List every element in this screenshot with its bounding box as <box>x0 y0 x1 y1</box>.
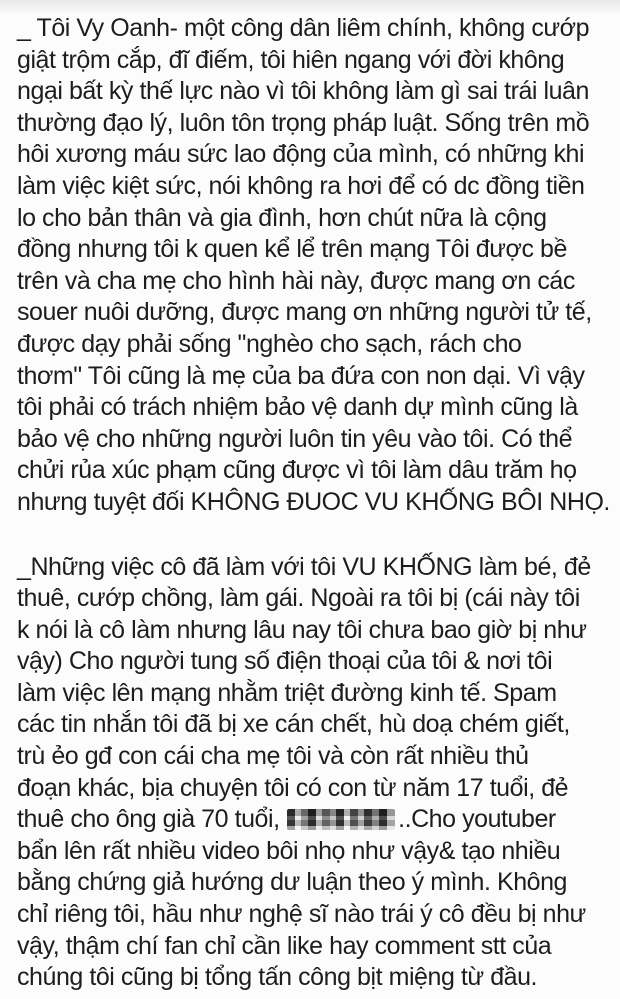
text-line: làm việc kiệt sức, nói không ra hơi để có dc đồng tiền <box>17 171 585 200</box>
text-line: k nói là cô làm nhưng lâu nay tôi chưa bao giờ bị như <box>17 615 587 644</box>
text-line: bằng chứng giả hướng dư luận theo ý mình. Không <box>17 868 568 897</box>
text-segment: thuê cho ông già 70 tuổi, <box>17 805 287 834</box>
text-line: trù ẻo gđ con cái cha mẹ tôi và còn rất nhiều thủ <box>17 742 529 771</box>
text-line: thường đạo lý, luôn tôn trọng pháp luật. Sống trên mồ <box>17 108 590 137</box>
text-line: trên và cha mẹ cho hình hài này, được mang ơn các <box>17 266 575 295</box>
text-line: vậy) Cho người tung số điện thoại của tôi & nơi tôi <box>17 647 553 676</box>
text-line: hôi xương máu sức lao động của mình, có những khi <box>17 140 585 169</box>
text-line: _Những việc cô đã làm với tôi VU KHỐNG làm bé, đẻ <box>17 552 591 581</box>
text-line: bẩn lên rất nhiều video bôi nhọ như vậy& tạo nhiều <box>17 836 561 865</box>
text-segment: ..Cho youtuber <box>398 805 556 834</box>
text-line: chúng tôi cũng bị tổng tấn công bịt miệng từ đầu. <box>17 963 538 992</box>
text-line: được dạy phải sống "nghèo cho sạch, rách cho <box>17 329 522 358</box>
text-line: đồng nhưng tôi k quen kể lể trên mạng Tôi được bề <box>17 235 567 264</box>
paragraph-1 <box>17 13 613 519</box>
text-line: bảo vệ cho những người luôn tin yêu vào tôi. Có thể <box>17 424 573 453</box>
text-line: các tin nhắn tôi đã bị xe cán chết, hù doạ chém giết, <box>17 710 570 739</box>
paragraph-2 <box>17 552 613 994</box>
text-line: làm việc lên mạng nhằm triệt đường kinh tế. Spam <box>17 678 557 707</box>
text-line: ngại bất kỳ thế lực nào vì tôi không làm gì sai trái luân <box>17 77 589 106</box>
text-line: giật trộm cắp, đĩ điếm, tôi hiên ngang với đời không <box>17 45 565 74</box>
text-line: đoạn khác, bịa chuyện tôi có con từ năm 17 tuổi, đẻ <box>17 773 569 802</box>
text-line: thuê, cướp chồng, làm gái. Ngoài ra tôi bị (cái này tôi <box>17 584 580 613</box>
text-line: vậy, thậm chí fan chỉ cần like hay comment stt của <box>17 931 552 960</box>
text-line: tôi phải có trách nhiệm bảo vệ danh dự mình cũng là <box>17 393 578 422</box>
text-line: _ Tôi Vy Oanh- một công dân liêm chính, không cướp <box>17 14 590 42</box>
text-line: thơm" Tôi cũng là mẹ của ba đứa con non dại. Vì vậy <box>17 361 585 390</box>
text-line: chửi rủa xúc phạm cũng được vì tôi làm dâu trăm họ <box>17 456 577 485</box>
text-line: chỉ riêng tôi, hầu như nghệ sĩ nào trái ý cô đều bị như <box>17 900 586 929</box>
text-line: souer nuôi dưỡng, được mang ơn những người tử tế, <box>17 298 592 327</box>
text-line <box>17 804 613 836</box>
text-line: nhưng tuyệt đối KHÔNG ĐUOC VU KHỐNG BÔI NHỌ. <box>17 487 610 516</box>
post-text-body <box>17 13 613 994</box>
top-fade-bar <box>0 0 620 14</box>
censored-pixelated-block <box>287 809 395 830</box>
text-line: lo cho bản thân và gia đình, hơn chút nữa là cộng <box>17 203 547 232</box>
